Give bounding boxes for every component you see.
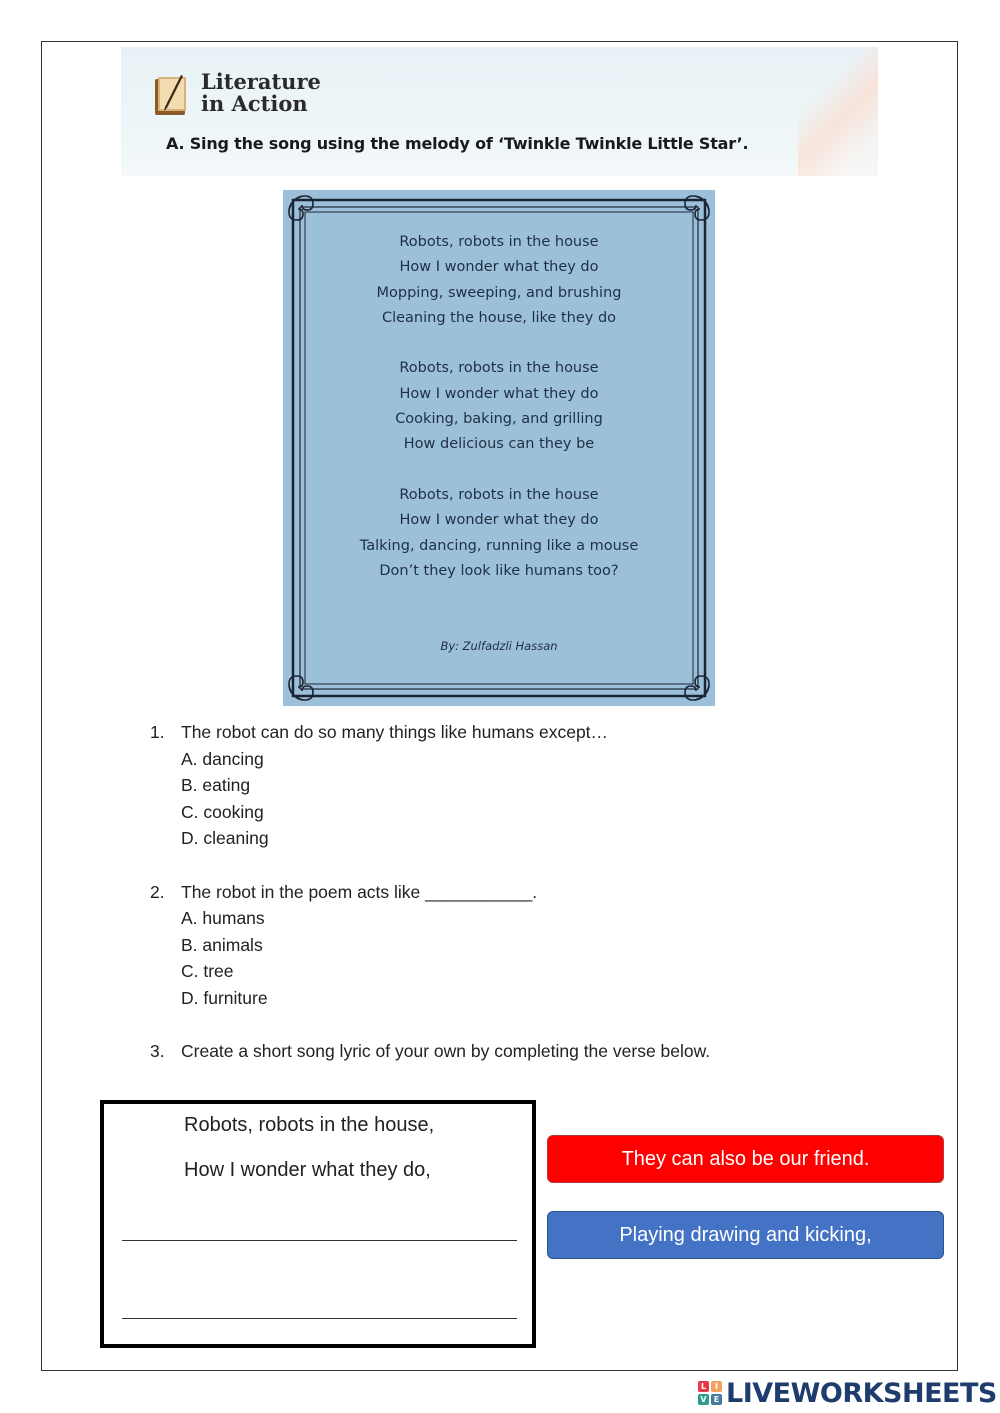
option-d: D. furniture	[181, 988, 268, 1008]
option-b: B. animals	[181, 935, 263, 955]
book-icon	[151, 73, 191, 117]
answer-drop-slot-1[interactable]	[122, 1240, 517, 1241]
logo-icon	[698, 1381, 722, 1405]
header-banner	[121, 47, 878, 176]
question-number: 1.	[150, 722, 165, 742]
poem-line: How delicious can they be	[403, 436, 595, 453]
banner-title-line2: in Action	[201, 91, 308, 116]
section-instruction: A. Sing the song using the melody of ‘Twinkle Twinkle Little Star’.	[166, 134, 749, 153]
verse-line-2: How I wonder what they do,	[184, 1159, 431, 1181]
answer-option-playing[interactable]: Playing drawing and kicking,	[547, 1211, 944, 1259]
option-b: B. eating	[181, 775, 251, 795]
option-a: A. humans	[181, 908, 265, 928]
option-a: A. dancing	[181, 749, 264, 769]
verse-line-1: Robots, robots in the house,	[184, 1114, 435, 1136]
poem-line: Don’t they look like humans too?	[379, 562, 619, 579]
answer-drop-slot-2[interactable]	[122, 1318, 517, 1319]
poem-line: Cleaning the house, like they do	[381, 309, 617, 326]
verse-box	[100, 1100, 536, 1348]
option-c: C. tree	[181, 961, 234, 981]
question-text: The robot can do so many things like humans except…	[181, 722, 609, 742]
poem-line: Robots, robots in the house	[399, 360, 599, 377]
answer-option-friend[interactable]: They can also be our friend.	[547, 1135, 944, 1183]
option-c: C. cooking	[181, 802, 264, 822]
banner-title	[201, 71, 321, 115]
stanza-gap	[283, 331, 715, 356]
banner-title-line1: Literature	[201, 69, 321, 94]
question-number: 2.	[150, 882, 165, 902]
poem-line: Mopping, sweeping, and brushing	[376, 284, 622, 301]
poem-line: How I wonder what they do	[399, 385, 599, 402]
poem-author: By: Zulfadzli Hassan	[440, 639, 558, 653]
logo-square: V	[698, 1394, 709, 1405]
option-d: D. cleaning	[181, 828, 269, 848]
poem-line: Robots, robots in the house	[399, 486, 599, 503]
question-text: Create a short song lyric of your own by completing the verse below.	[181, 1041, 711, 1061]
poem-line: How I wonder what they do	[399, 512, 599, 529]
stanza-gap	[283, 458, 715, 483]
poem-text	[283, 230, 715, 584]
question-number: 3.	[150, 1041, 165, 1061]
question-text: The robot in the poem acts like ___________.	[181, 882, 538, 902]
poem-line: Talking, dancing, running like a mouse	[359, 537, 639, 554]
logo-square: E	[711, 1394, 722, 1405]
liveworksheets-logo	[698, 1378, 997, 1408]
poem-line: Cooking, baking, and grilling	[395, 411, 603, 428]
poem-line: Robots, robots in the house	[399, 234, 599, 250]
poem-card	[283, 190, 715, 706]
logo-square: I	[711, 1381, 722, 1392]
banner-decoration	[798, 47, 878, 176]
logo-square: L	[698, 1381, 709, 1392]
logo-text: LIVEWORKSHEETS	[726, 1377, 997, 1409]
poem-line: How I wonder what they do	[399, 259, 599, 276]
